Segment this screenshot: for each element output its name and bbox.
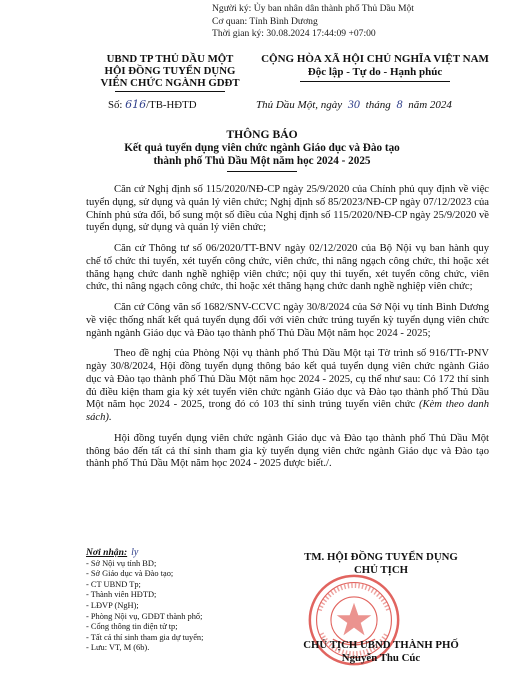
motto-underline <box>300 81 450 82</box>
agency-line-3: VIÊN CHỨC NGÀNH GDĐT <box>100 77 240 89</box>
title-line-2: thành phố Thủ Dầu Một năm học 2024 - 2025 <box>153 155 371 168</box>
signer-org-line-2: CHỦ TỊCH <box>353 564 409 576</box>
signer-org-line-1: TM. HỘI ĐỒNG TUYỂN DỤNG <box>304 551 458 563</box>
signer-title-line: CHỦ TỊCH UBND THÀNH PHỐ <box>303 639 459 651</box>
recipient-item: - LĐVP (NgH); <box>86 600 139 610</box>
recipients-header <box>86 548 266 559</box>
month-handwritten: 8 <box>396 97 403 111</box>
recipient-item: - Tất cả thí sinh tham gia dự tuyển; <box>86 632 204 642</box>
paragraph-4-main: Theo đề nghị của Phòng Nội vụ thành phố Thủ Dầu Một tại Tờ trình số 916/TTr-PNV ngày 30/8/2024, Hội đồng tuyển dụng thông báo kết quả tuyển dụng viên chức ngành Giáo dục và Đào tạo thành phố Thủ Dầu Một năm học 2024 - 2025, cụ thể như sau: Có 172 thí sinh đủ điều kiện tham gia kỳ xét tuyển viên chức ngành Giáo dục và Đào tạo thành phố Thủ Dầu Một năm học 2024 - 2025, trong đó có 103 thí sinh trúng tuyển viên chức <box>86 348 489 411</box>
signer-signature-block <box>266 639 496 665</box>
agency-line-1: UBND TP THỦ DẦU MỘT <box>106 53 234 65</box>
paragraph-1: Căn cứ Nghị định số 115/2020/NĐ-CP ngày 25/9/2020 của Chính phủ quy định về việc tuyển dụng, sử dụng và quản lý viên chức; Nghị định số 85/2023/NĐ-CP ngày 07/12/2023 của Chính phủ sửa đổi, bổ sung một số điều của Nghị định số 115/2020/NĐ-CP ngày 25/9/2020 về tuyển dụng, sử dụng và quản lý viên chức; <box>86 184 489 234</box>
signer-name: Nguyễn Thu Cúc <box>341 652 421 664</box>
title-heading: THÔNG BÁO <box>226 128 298 141</box>
place-and-date <box>256 97 452 112</box>
signature-signer: Người ký: Ủy ban nhân dân thành phố Thủ Dầu Một <box>212 3 414 14</box>
recipient-item: - Phòng Nội vụ, GDĐT thành phố; <box>86 611 203 621</box>
month-label: tháng <box>365 99 391 111</box>
digital-signature-info <box>212 3 414 41</box>
paragraph-2: Căn cứ Thông tư số 06/2020/TT-BNV ngày 02/12/2020 của Bộ Nội vụ ban hành quy chế tổ chức thi tuyển, xét tuyển công chức, viên chức, thi nâng ngạch công chức, thi hoặc xét thăng hạng chức danh nghề nghiệp viên chức; nội quy thi tuyển, xét tuyển công chức, viên chức, thi nâng ngạch công chức, thi hoặc xét thăng hạng chức danh nghề nghiệp viên chức; <box>86 243 489 293</box>
document-number <box>108 98 197 111</box>
year-label: năm 2024 <box>408 99 452 111</box>
place-label: Thủ Dầu Một, ngày <box>256 99 343 111</box>
signature-agency: Cơ quan: Tỉnh Bình Dương <box>212 15 318 27</box>
recipient-item: - Lưu: VT, M (6b). <box>86 643 150 653</box>
national-header <box>240 53 510 82</box>
recipient-item: - Sở Giáo dục và Đào tạo; <box>86 569 174 579</box>
title-line-1: Kết quả tuyển dụng viên chức ngành Giáo dục và Đào tạo <box>124 142 400 154</box>
paragraph-4 <box>86 348 489 425</box>
recipient-item: - Cổng thông tin điện tử tp; <box>86 622 178 632</box>
document-body <box>86 184 489 471</box>
agency-line-2: HỘI ĐỒNG TUYỂN DỤNG <box>104 65 236 77</box>
recipients-handwritten-mark: ly <box>131 547 139 558</box>
doc-number-suffix: /TB-HĐTD <box>146 99 197 111</box>
agency-underline <box>115 91 225 92</box>
recipient-item: - CT UBND Tp; <box>86 579 141 589</box>
signature-time: Thời gian ký: 30.08.2024 17:44:09 +07:00 <box>212 28 376 40</box>
recipients-label: Nơi nhận: <box>86 547 128 558</box>
doc-number-prefix: Số: <box>108 99 123 111</box>
paragraph-3: Căn cứ Công văn số 1682/SNV-CCVC ngày 30/8/2024 của Sở Nội vụ tỉnh Bình Dương về việc thống nhất kết quả tuyển dụng đối với viên chức trúng tuyển kỳ tuyển dụng viên chức ngành ngành Giáo dục và Đào tạo thành phố Thủ Dầu Một năm học 2024 - 2025; <box>86 302 489 339</box>
paragraph-5: Hội đồng tuyển dụng viên chức ngành Giáo dục và Đào tạo thành phố Thủ Dầu Một thông báo đến tất cả thí sinh tham gia kỳ tuyển dụng viên chức ngành Giáo dục và Đào tạo thành phố Thủ Dầu Một năm học 2024 - 2025 được biết./. <box>86 432 489 470</box>
recipient-item: - Sở Nội vụ tỉnh BD; <box>86 558 157 568</box>
doc-number-handwritten: 616 <box>125 98 147 111</box>
document-title <box>20 128 504 172</box>
paragraph-4-attachment-note: (Kèm theo danh sách). <box>86 399 489 423</box>
recipient-item: - Thành viên HĐTD; <box>86 590 157 600</box>
title-underline <box>227 171 297 172</box>
country-name: CỘNG HÒA XÃ HỘI CHỦ NGHĨA VIỆT NAM <box>261 53 489 65</box>
issuing-agency <box>82 53 258 92</box>
national-motto: Độc lập - Tự do - Hạnh phúc <box>307 66 443 78</box>
day-handwritten: 30 <box>347 97 360 111</box>
recipients-list <box>86 548 266 654</box>
